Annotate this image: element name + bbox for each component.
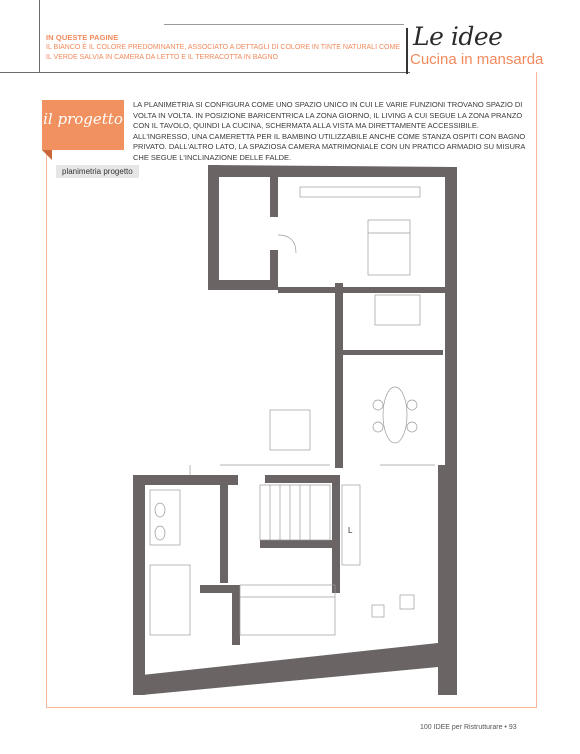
plan-label: planimetria progetto — [56, 165, 139, 178]
header-bottom-rule — [0, 72, 410, 73]
frame-right-rule — [536, 72, 537, 708]
wall-lower-north-b — [265, 475, 340, 483]
wall-bath-v — [220, 483, 228, 583]
brand-title: Le idee — [413, 22, 503, 51]
wall-lower-inner-v — [232, 585, 240, 645]
dining-table — [383, 387, 407, 443]
wall-stair-v — [332, 483, 340, 593]
frame-left-rule — [46, 150, 47, 708]
wall-south — [142, 643, 438, 695]
wall-room-right2 — [270, 250, 278, 290]
wall-room-bottom — [208, 280, 278, 290]
door-arc — [278, 235, 296, 253]
header-vertical-rule — [39, 0, 40, 73]
wall-stair-h — [260, 540, 340, 548]
frame-bottom-rule — [46, 707, 537, 708]
wall-north — [208, 165, 455, 177]
section-tag-fold — [42, 150, 52, 160]
kicker-body: IL BIANCO È IL COLORE PREDOMINANTE, ASSOCIATO A DETTAGLI DI COLORE IN TINTE NATURALI COME IL VERDE SALVIA IN CAMERA DA LETTO E IL TERRACOTTA IN BAGNO — [46, 44, 400, 61]
intro-paragraph: LA PLANIMETRIA SI CONFIGURA COME UNO SPAZIO UNICO IN CUI LE VARIE FUNZIONI TROVANO SPAZIO DI VOLTA IN VOLTA. IN POSIZIONE BARICENTRICA LA ZONA GIORNO, IL LIVING A CUI SEGUE LA ZONA PRANZO CON IL TAVOLO, QUINDI LA CUCINA, SCHERMATA ALLA VISTA MA DIRETTAMENTE ACCESSIBILE. ALL'INGRESSO, UNA CAMERETTA PER IL BAMBINO UTILIZZABILE ANCHE COME STANZA OSPITI CON BAGNO PRIVATO. DALL'ALTRO LATO, LA SPAZIOSA CAMERA MATRIMONIALE CON UN PRATICO ARMADIO SU MISURA CHE SEGUE L'INCLINAZIONE DELLE FALDE. — [133, 100, 526, 162]
floor-plan — [120, 165, 460, 700]
living-zone — [270, 410, 310, 450]
wall-west-upper — [208, 165, 219, 290]
kitchen-counter — [342, 485, 360, 565]
wall-east-upper — [445, 167, 457, 467]
bath-lower — [150, 490, 180, 545]
wall-kitchen-h — [343, 350, 443, 355]
kitchen-mark: L — [348, 526, 353, 535]
wall-mid-h — [278, 287, 448, 293]
wall-center-v — [335, 283, 343, 468]
wall-room-right — [270, 177, 278, 217]
wardrobe — [300, 187, 420, 197]
bed — [368, 220, 410, 275]
lower-room — [150, 565, 190, 635]
sofa — [240, 585, 335, 635]
section-tag-label: il progetto — [43, 110, 123, 128]
wall-lower-west — [133, 475, 145, 695]
brand-subtitle: Cucina in mansarda — [410, 51, 544, 68]
kicker-title: IN QUESTE PAGINE — [46, 33, 119, 42]
stair — [260, 485, 330, 540]
bath-upper — [375, 295, 420, 325]
wall-east-lower — [438, 465, 457, 695]
header-top-rule — [164, 24, 404, 25]
page-footer: 100 IDEE per Ristrutturare • 93 — [420, 724, 517, 731]
brand-divider — [406, 28, 408, 74]
